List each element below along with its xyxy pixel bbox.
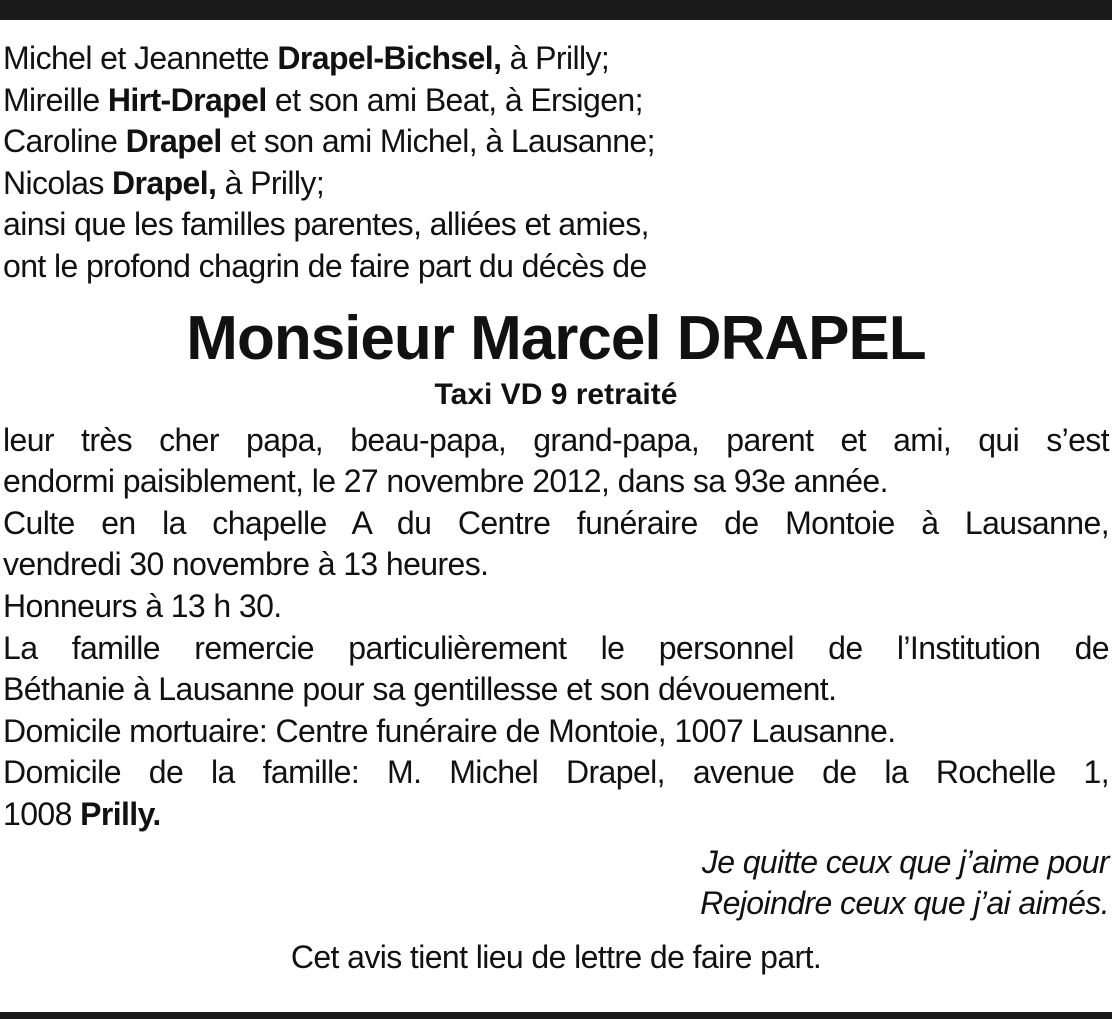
address-town: Prilly. xyxy=(80,795,161,832)
family-line-6: ont le profond chagrin de faire part du décès de xyxy=(3,247,647,284)
deceased-role: Taxi VD 9 retraité xyxy=(434,377,678,411)
family-line-3-post: et son ami Michel, à Lausanne; xyxy=(221,123,655,160)
quote-line-2: Rejoindre ceux que j’ai aimés. xyxy=(700,885,1109,922)
quote-block xyxy=(3,842,1109,925)
address-postcode: 1008 xyxy=(3,795,81,832)
quote-line-1: Je quitte ceux que j’aime pour xyxy=(701,843,1109,880)
top-border-rule xyxy=(0,0,1112,20)
closing-statement: Cet avis tient lieu de lettre de faire part. xyxy=(290,938,822,975)
family-line-3-name: Drapel xyxy=(125,123,222,160)
family-line-2 xyxy=(3,80,1109,122)
family-line-3 xyxy=(3,121,1109,163)
body-paragraph-5: Domicile mortuaire: Centre funéraire de Montoie, 1007 Lausanne. xyxy=(3,712,896,749)
family-line-4-post: à Prilly; xyxy=(216,164,325,201)
family-line-4 xyxy=(3,163,1109,205)
body-paragraph-4-line-2: Béthanie à Lausanne pour sa gentillesse et son dévouement. xyxy=(3,671,837,708)
family-line-3-pre: Caroline xyxy=(3,123,126,160)
body-paragraph-2-line-1: Culte en la chapelle A du Centre funéraire de Montoie à Lausanne, xyxy=(3,504,1109,541)
body-paragraph-3: Honneurs à 13 h 30. xyxy=(3,587,282,624)
family-line-2-pre: Mireille xyxy=(3,81,108,118)
deceased-name: Monsieur Marcel DRAPEL xyxy=(186,303,926,373)
family-line-2-post: et son ami Beat, à Ersigen; xyxy=(266,81,643,118)
family-line-4-name: Drapel, xyxy=(112,164,217,201)
body-paragraph-4-line-1: La famille remercie particulièrement le personnel de l’Institution de xyxy=(3,629,1109,666)
family-line-1-pre: Michel et Jeannette xyxy=(3,40,278,76)
family-line-1-name: Drapel-Bichsel, xyxy=(277,40,502,76)
body-paragraph-1-line-2: endormi paisiblement, le 27 novembre 2012, dans sa 93e année. xyxy=(3,463,888,500)
family-line-5: ainsi que les familles parentes, alliées et amies, xyxy=(3,206,649,243)
body-paragraph-2-line-2: vendredi 30 novembre à 13 heures. xyxy=(3,546,489,583)
family-line-1-post: à Prilly; xyxy=(501,40,610,76)
bottom-border-rule xyxy=(0,1012,1112,1019)
body-paragraph-6-line-1: Domicile de la famille: M. Michel Drapel, avenue de la Rochelle 1, xyxy=(3,754,1109,791)
body-paragraph-6-line-2 xyxy=(3,794,1109,836)
family-line-4-pre: Nicolas xyxy=(3,164,113,201)
obituary-notice xyxy=(3,38,1109,978)
body-paragraph-1-line-1: leur très cher papa, beau-papa, grand-papa, parent et ami, qui s’est xyxy=(3,421,1109,458)
family-line-2-name: Hirt-Drapel xyxy=(107,81,267,118)
family-line-1 xyxy=(3,38,1109,80)
